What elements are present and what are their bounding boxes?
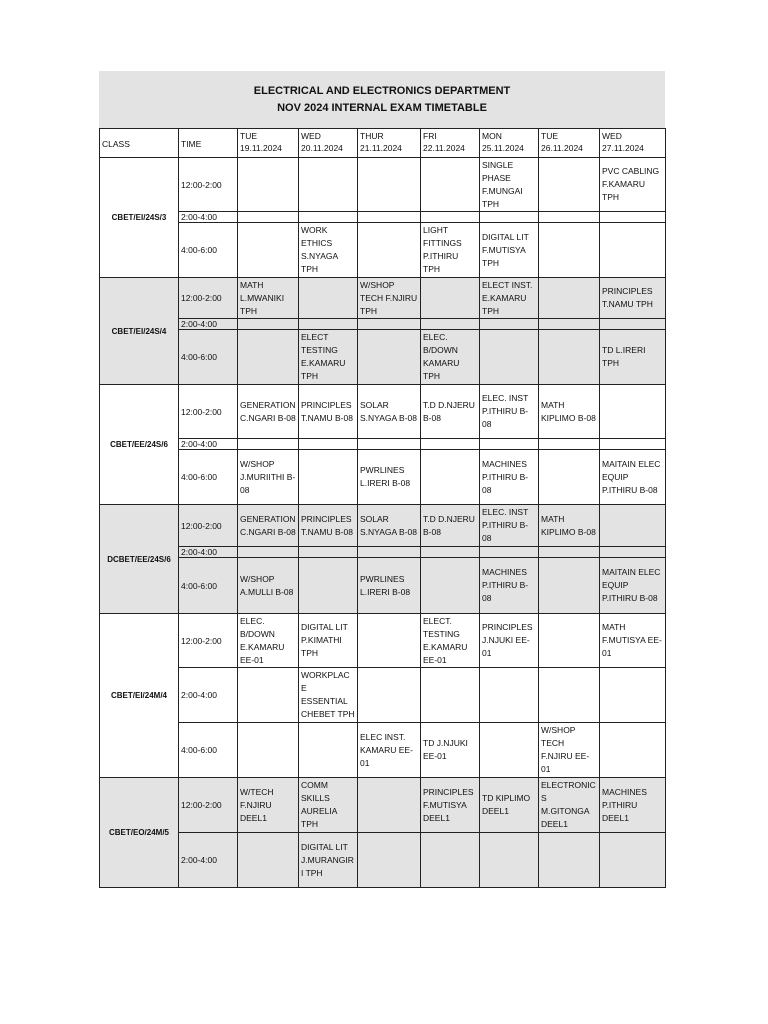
time-slot-cell: 12:00-2:00: [179, 158, 238, 212]
table-row: [100, 385, 666, 439]
table-row: [100, 778, 666, 833]
exam-cell: WORKPLACE ESSENTIAL CHEBET TPH: [299, 668, 358, 723]
exam-cell: MACHINES P.ITHIRU DEEL1: [600, 778, 666, 833]
exam-cell: ELEC. INST P.ITHIRU B-08: [480, 385, 539, 439]
exam-cell: [539, 212, 600, 223]
exam-cell: [539, 319, 600, 330]
exam-cell: MATH KIPLIMO B-08: [539, 385, 600, 439]
table-row: [100, 558, 666, 614]
exam-cell: T.D D.NJERU B-08: [421, 385, 480, 439]
timetable-sheet: [99, 71, 665, 888]
exam-title: NOV 2024 INTERNAL EXAM TIMETABLE: [277, 101, 487, 114]
exam-cell: [421, 547, 480, 558]
table-row: [100, 668, 666, 723]
day-column-header: FRI 22.11.2024: [421, 129, 480, 158]
exam-cell: [299, 439, 358, 450]
exam-cell: MACHINES P.ITHIRU B-08: [480, 558, 539, 614]
exam-cell: PRINCIPLES F.MUTISYA DEEL1: [421, 778, 480, 833]
time-slot-cell: 12:00-2:00: [179, 778, 238, 833]
department-title: ELECTRICAL AND ELECTRONICS DEPARTMENT: [253, 84, 511, 97]
timetable-header: [99, 71, 665, 128]
table-row: [100, 212, 666, 223]
exam-cell: [238, 668, 299, 723]
exam-cell: [299, 158, 358, 212]
exam-cell: PRINCIPLES T.NAMU B-08: [299, 505, 358, 547]
table-row: [100, 614, 666, 668]
exam-cell: [358, 212, 421, 223]
exam-cell: [480, 330, 539, 385]
exam-cell: [600, 212, 666, 223]
exam-cell: [358, 668, 421, 723]
exam-cell: [421, 319, 480, 330]
exam-cell: [238, 319, 299, 330]
class-name-cell: CBET/EI/24S/4: [100, 278, 179, 385]
exam-cell: ELECT. TESTING E.KAMARU EE-01: [421, 614, 480, 668]
table-row: [100, 723, 666, 778]
exam-cell: [600, 439, 666, 450]
exam-cell: [358, 439, 421, 450]
table-row: [100, 319, 666, 330]
exam-cell: [600, 319, 666, 330]
time-slot-cell: 2:00-4:00: [179, 319, 238, 330]
exam-cell: [299, 547, 358, 558]
exam-cell: [600, 505, 666, 547]
exam-cell: TD L.IRERI TPH: [600, 330, 666, 385]
time-slot-cell: 2:00-4:00: [179, 668, 238, 723]
exam-cell: [238, 330, 299, 385]
exam-cell: [238, 223, 299, 278]
exam-cell: ELEC. INST P.ITHIRU B-08: [480, 505, 539, 547]
exam-cell: [539, 833, 600, 888]
exam-cell: DIGITAL LIT J.MURANGIRI TPH: [299, 833, 358, 888]
day-column-header: WED 27.11.2024: [600, 129, 666, 158]
exam-cell: COMM SKILLS AURELIA TPH: [299, 778, 358, 833]
exam-cell: SINGLE PHASE F.MUNGAI TPH: [480, 158, 539, 212]
exam-cell: DIGITAL LIT P.KIMATHI TPH: [299, 614, 358, 668]
exam-cell: PWRLINES L.IRERI B-08: [358, 558, 421, 614]
exam-cell: [480, 547, 539, 558]
time-slot-cell: 4:00-6:00: [179, 558, 238, 614]
time-slot-cell: 2:00-4:00: [179, 439, 238, 450]
exam-cell: [299, 212, 358, 223]
class-column-header: CLASS: [100, 129, 179, 158]
time-column-header: TIME: [179, 129, 238, 158]
exam-cell: TD KIPLIMO DEEL1: [480, 778, 539, 833]
table-row: [100, 450, 666, 505]
time-slot-cell: 4:00-6:00: [179, 723, 238, 778]
exam-cell: [480, 212, 539, 223]
exam-cell: [600, 223, 666, 278]
exam-cell: [539, 614, 600, 668]
exam-cell: [480, 668, 539, 723]
exam-cell: T.D D.NJERU B-08: [421, 505, 480, 547]
exam-cell: [539, 330, 600, 385]
exam-cell: [539, 278, 600, 319]
exam-cell: DIGITAL LIT F.MUTISYA TPH: [480, 223, 539, 278]
exam-cell: W/SHOP TECH F.NJIRU TPH: [358, 278, 421, 319]
exam-cell: PRINCIPLES T.NAMU TPH: [600, 278, 666, 319]
class-name-cell: DCBET/EE/24S/6: [100, 505, 179, 614]
exam-cell: [539, 158, 600, 212]
exam-cell: [421, 558, 480, 614]
table-row: [100, 223, 666, 278]
exam-cell: [480, 319, 539, 330]
exam-cell: [600, 833, 666, 888]
class-name-cell: CBET/EO/24M/5: [100, 778, 179, 888]
exam-cell: W/SHOP J.MURIITHI B-08: [238, 450, 299, 505]
day-column-header: TUE 26.11.2024: [539, 129, 600, 158]
exam-cell: [358, 223, 421, 278]
table-row: [100, 505, 666, 547]
exam-cell: [600, 723, 666, 778]
exam-cell: GENERATION C.NGARI B-08: [238, 505, 299, 547]
day-column-header: WED 20.11.2024: [299, 129, 358, 158]
exam-cell: [539, 547, 600, 558]
exam-cell: MATH KIPLIMO B-08: [539, 505, 600, 547]
exam-cell: ELEC INST. KAMARU EE-01: [358, 723, 421, 778]
day-column-header: TUE 19.11.2024: [238, 129, 299, 158]
exam-cell: MACHINES P.ITHIRU B-08: [480, 450, 539, 505]
exam-cell: MATH F.MUTISYA EE-01: [600, 614, 666, 668]
exam-cell: [358, 319, 421, 330]
exam-cell: MAITAIN ELEC EQUIP P.ITHIRU B-08: [600, 558, 666, 614]
exam-cell: SOLAR S.NYAGA B-08: [358, 385, 421, 439]
exam-cell: [421, 158, 480, 212]
exam-cell: MATH L.MWANIKI TPH: [238, 278, 299, 319]
time-slot-cell: 4:00-6:00: [179, 330, 238, 385]
table-row: [100, 330, 666, 385]
exam-cell: GENERATION C.NGARI B-08: [238, 385, 299, 439]
time-slot-cell: 2:00-4:00: [179, 547, 238, 558]
time-slot-cell: 2:00-4:00: [179, 212, 238, 223]
exam-cell: [358, 547, 421, 558]
exam-cell: PRINCIPLES T.NAMU B-08: [299, 385, 358, 439]
day-column-header: MON 25.11.2024: [480, 129, 539, 158]
exam-cell: [600, 385, 666, 439]
exam-cell: [421, 833, 480, 888]
class-name-cell: CBET/EE/24S/6: [100, 385, 179, 505]
time-slot-cell: 12:00-2:00: [179, 505, 238, 547]
day-column-header: THUR 21.11.2024: [358, 129, 421, 158]
exam-cell: PRINCIPLES J.NJUKI EE-01: [480, 614, 539, 668]
exam-cell: MAITAIN ELEC EQUIP P.ITHIRU B-08: [600, 450, 666, 505]
exam-cell: [299, 278, 358, 319]
exam-cell: [299, 319, 358, 330]
exam-cell: W/SHOP A.MULLI B-08: [238, 558, 299, 614]
exam-cell: [421, 439, 480, 450]
exam-cell: [600, 668, 666, 723]
exam-cell: SOLAR S.NYAGA B-08: [358, 505, 421, 547]
exam-cell: [539, 450, 600, 505]
table-row: [100, 439, 666, 450]
table-row: [100, 278, 666, 319]
exam-cell: LIGHT FITTINGS P.ITHIRU TPH: [421, 223, 480, 278]
timetable-body: [100, 158, 666, 888]
time-slot-cell: 12:00-2:00: [179, 385, 238, 439]
exam-cell: TD J.NJUKI EE-01: [421, 723, 480, 778]
class-name-cell: CBET/EI/24M/4: [100, 614, 179, 778]
exam-cell: ELECT INST. E.KAMARU TPH: [480, 278, 539, 319]
exam-cell: [421, 668, 480, 723]
table-row: [100, 833, 666, 888]
exam-cell: W/SHOP TECH F.NJIRU EE-01: [539, 723, 600, 778]
exam-cell: [539, 223, 600, 278]
exam-cell: W/TECH F.NJIRU DEEL1: [238, 778, 299, 833]
exam-cell: [238, 547, 299, 558]
exam-cell: [539, 558, 600, 614]
exam-cell: WORK ETHICS S.NYAGA TPH: [299, 223, 358, 278]
exam-cell: [238, 158, 299, 212]
exam-cell: ELEC. B/DOWN E.KAMARU EE-01: [238, 614, 299, 668]
header-row: [100, 129, 666, 158]
exam-cell: [539, 439, 600, 450]
exam-cell: ELECT TESTING E.KAMARU TPH: [299, 330, 358, 385]
exam-cell: [421, 450, 480, 505]
exam-cell: [358, 778, 421, 833]
exam-cell: [421, 278, 480, 319]
exam-cell: ELEC. B/DOWN KAMARU TPH: [421, 330, 480, 385]
exam-cell: [358, 833, 421, 888]
time-slot-cell: 2:00-4:00: [179, 833, 238, 888]
time-slot-cell: 12:00-2:00: [179, 278, 238, 319]
time-slot-cell: 4:00-6:00: [179, 450, 238, 505]
table-row: [100, 547, 666, 558]
exam-cell: [480, 833, 539, 888]
time-slot-cell: 12:00-2:00: [179, 614, 238, 668]
exam-cell: [480, 439, 539, 450]
class-name-cell: CBET/EI/24S/3: [100, 158, 179, 278]
exam-cell: [299, 450, 358, 505]
exam-cell: [238, 723, 299, 778]
table-row: [100, 158, 666, 212]
exam-cell: [480, 723, 539, 778]
exam-cell: PWRLINES L.IRERI B-08: [358, 450, 421, 505]
exam-cell: [238, 833, 299, 888]
exam-cell: [358, 614, 421, 668]
exam-cell: ELECTRONICS M.GITONGA DEEL1: [539, 778, 600, 833]
exam-cell: [600, 547, 666, 558]
exam-cell: PVC CABLING F.KAMARU TPH: [600, 158, 666, 212]
exam-cell: [421, 212, 480, 223]
time-slot-cell: 4:00-6:00: [179, 223, 238, 278]
exam-cell: [299, 558, 358, 614]
exam-cell: [358, 330, 421, 385]
exam-cell: [358, 158, 421, 212]
exam-cell: [238, 212, 299, 223]
timetable-table: [99, 128, 666, 888]
exam-cell: [539, 668, 600, 723]
exam-cell: [238, 439, 299, 450]
exam-cell: [299, 723, 358, 778]
